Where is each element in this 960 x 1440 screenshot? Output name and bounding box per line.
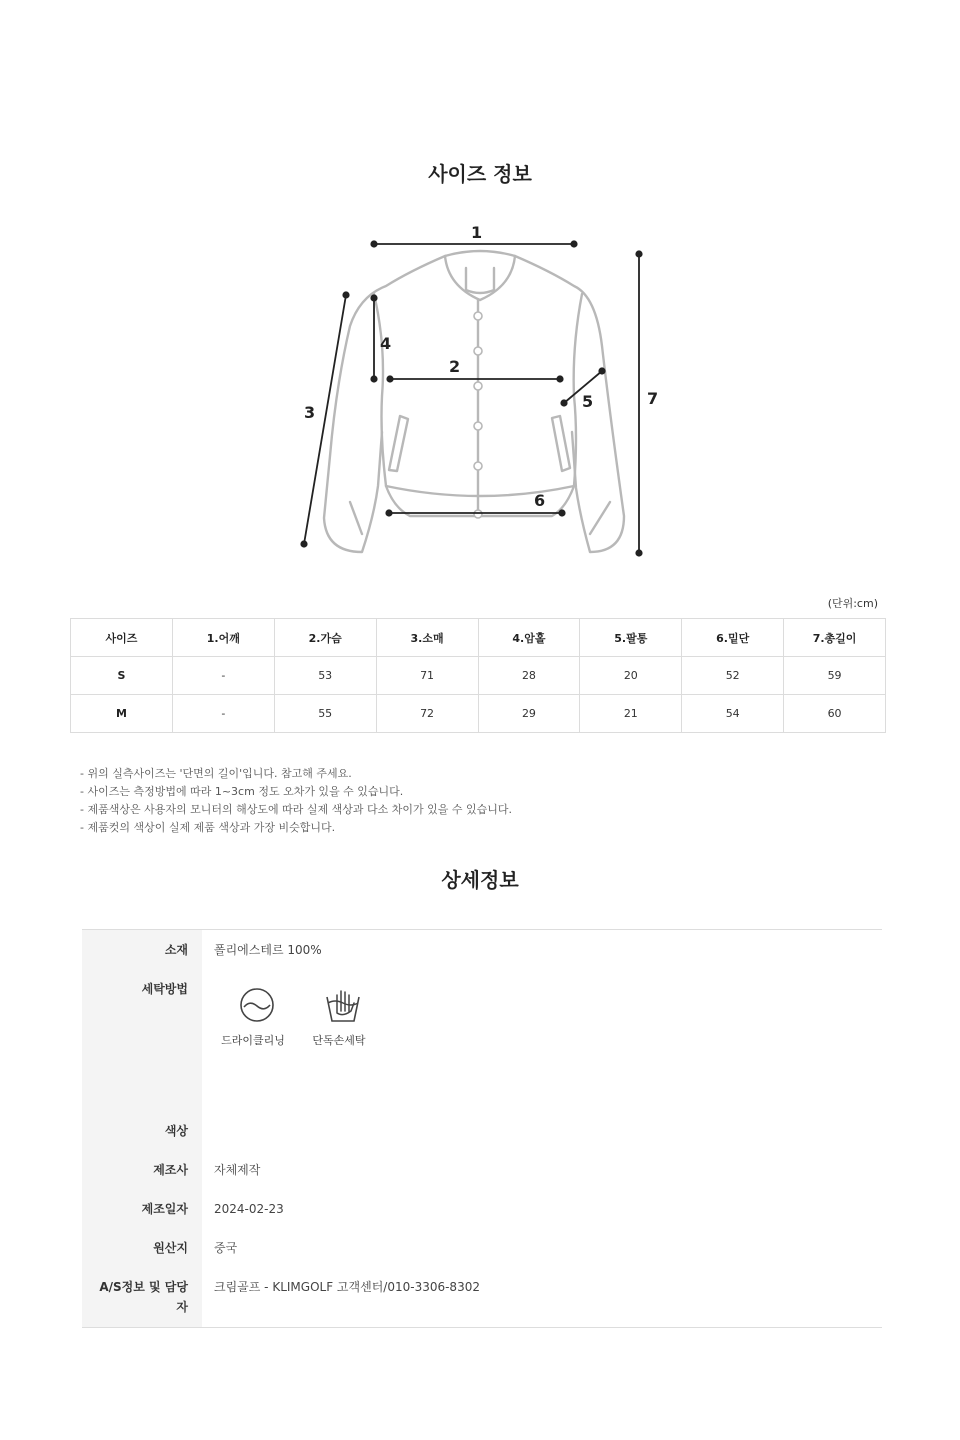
measure-label-1: 1: [471, 223, 483, 242]
header-cell: 7.총길이: [784, 619, 886, 657]
detail-row-material: [82, 930, 882, 970]
manufacture-date-value: 2024-02-23: [214, 1202, 284, 1216]
table-cell: -: [172, 695, 274, 733]
header-cell: 2.가슴: [274, 619, 376, 657]
header-cell: 1.어깨: [172, 619, 274, 657]
jacket-outline: [324, 251, 624, 552]
measure-label-6: 6: [534, 491, 546, 510]
measure-2-chest: [386, 375, 563, 382]
washing-item-label: 드라이클리닝: [221, 1034, 285, 1047]
washing-icons: [214, 985, 882, 1051]
jacket-measurement-diagram: [290, 216, 670, 572]
header-cell: 사이즈: [71, 619, 173, 657]
table-row: [71, 657, 886, 695]
detail-row-washing: [82, 970, 882, 1121]
as-info-label-line1: A/S정보 및 담당: [99, 1280, 188, 1294]
detail-info-title: 상세정보: [441, 868, 519, 892]
size-cell: M: [71, 695, 173, 733]
detail-row-manufacturer: [82, 1160, 882, 1199]
washing-item: [300, 985, 386, 1051]
size-table: [70, 618, 886, 733]
note-item: - 제품컷의 색상이 실제 제품 색상과 가장 비슷합니다.: [80, 821, 336, 834]
washing-item: [214, 985, 300, 1051]
header-cell: 6.밑단: [682, 619, 784, 657]
table-cell: 53: [274, 657, 376, 695]
note-item: - 위의 실측사이즈는 '단면의 길이'입니다. 참고해 주세요.: [80, 767, 352, 780]
header-cell: 5.팔통: [580, 619, 682, 657]
dry-clean-icon: [237, 985, 277, 1025]
color-label: 색상: [82, 1121, 202, 1160]
size-table-header: [71, 619, 886, 657]
size-info-title: 사이즈 정보: [428, 162, 532, 186]
measure-label-4: 4: [380, 334, 392, 353]
size-cell: S: [71, 657, 173, 695]
measure-label-5: 5: [582, 392, 594, 411]
origin-value: 중국: [214, 1241, 238, 1255]
detail-row-as-info: [82, 1277, 882, 1327]
measure-label-7: 7: [647, 389, 659, 408]
detail-table: [82, 929, 882, 1328]
table-cell: 59: [784, 657, 886, 695]
table-cell: 20: [580, 657, 682, 695]
measure-label-2: 2: [449, 357, 461, 376]
unit-label: (단위:cm): [827, 597, 878, 610]
header-cell: 4.암홀: [478, 619, 580, 657]
table-cell: 60: [784, 695, 886, 733]
manufacturer-label: 제조사: [82, 1160, 202, 1199]
table-row: [71, 695, 886, 733]
measure-7-total-length: [635, 250, 642, 556]
table-cell: 55: [274, 695, 376, 733]
as-info-value: 크림골프 - KLIMGOLF 고객센터/010-3306-8302: [214, 1280, 480, 1294]
as-info-label-line2: 자: [176, 1300, 188, 1314]
manufacturer-value: 자체제작: [214, 1163, 261, 1177]
hand-wash-icon: [323, 985, 363, 1025]
note-item: - 제품색상은 사용자의 모니터의 해상도에 따라 실제 색상과 다소 차이가 있을 수 있습니다.: [80, 803, 512, 816]
table-cell: 52: [682, 657, 784, 695]
note-item: - 사이즈는 측정방법에 따라 1~3cm 정도 오차가 있을 수 있습니다.: [80, 785, 404, 798]
detail-row-origin: [82, 1238, 882, 1277]
color-value: [202, 1121, 882, 1160]
size-notes: [80, 765, 512, 837]
table-cell: 72: [376, 695, 478, 733]
origin-label: 원산지: [82, 1238, 202, 1277]
material-label: 소재: [82, 930, 202, 970]
washing-label: 세탁방법: [82, 970, 202, 1121]
table-cell: 71: [376, 657, 478, 695]
manufacture-date-label: 제조일자: [82, 1199, 202, 1238]
detail-row-manufacture-date: [82, 1199, 882, 1238]
table-cell: 54: [682, 695, 784, 733]
header-cell: 3.소매: [376, 619, 478, 657]
detail-row-color: [82, 1121, 882, 1160]
as-info-label: [82, 1277, 202, 1327]
table-cell: 28: [478, 657, 580, 695]
material-value: 폴리에스테르 100%: [214, 943, 322, 957]
table-cell: 21: [580, 695, 682, 733]
washing-item-label: 단독손세탁: [312, 1034, 366, 1047]
table-cell: 29: [478, 695, 580, 733]
table-cell: -: [172, 657, 274, 695]
measure-label-3: 3: [304, 403, 316, 422]
